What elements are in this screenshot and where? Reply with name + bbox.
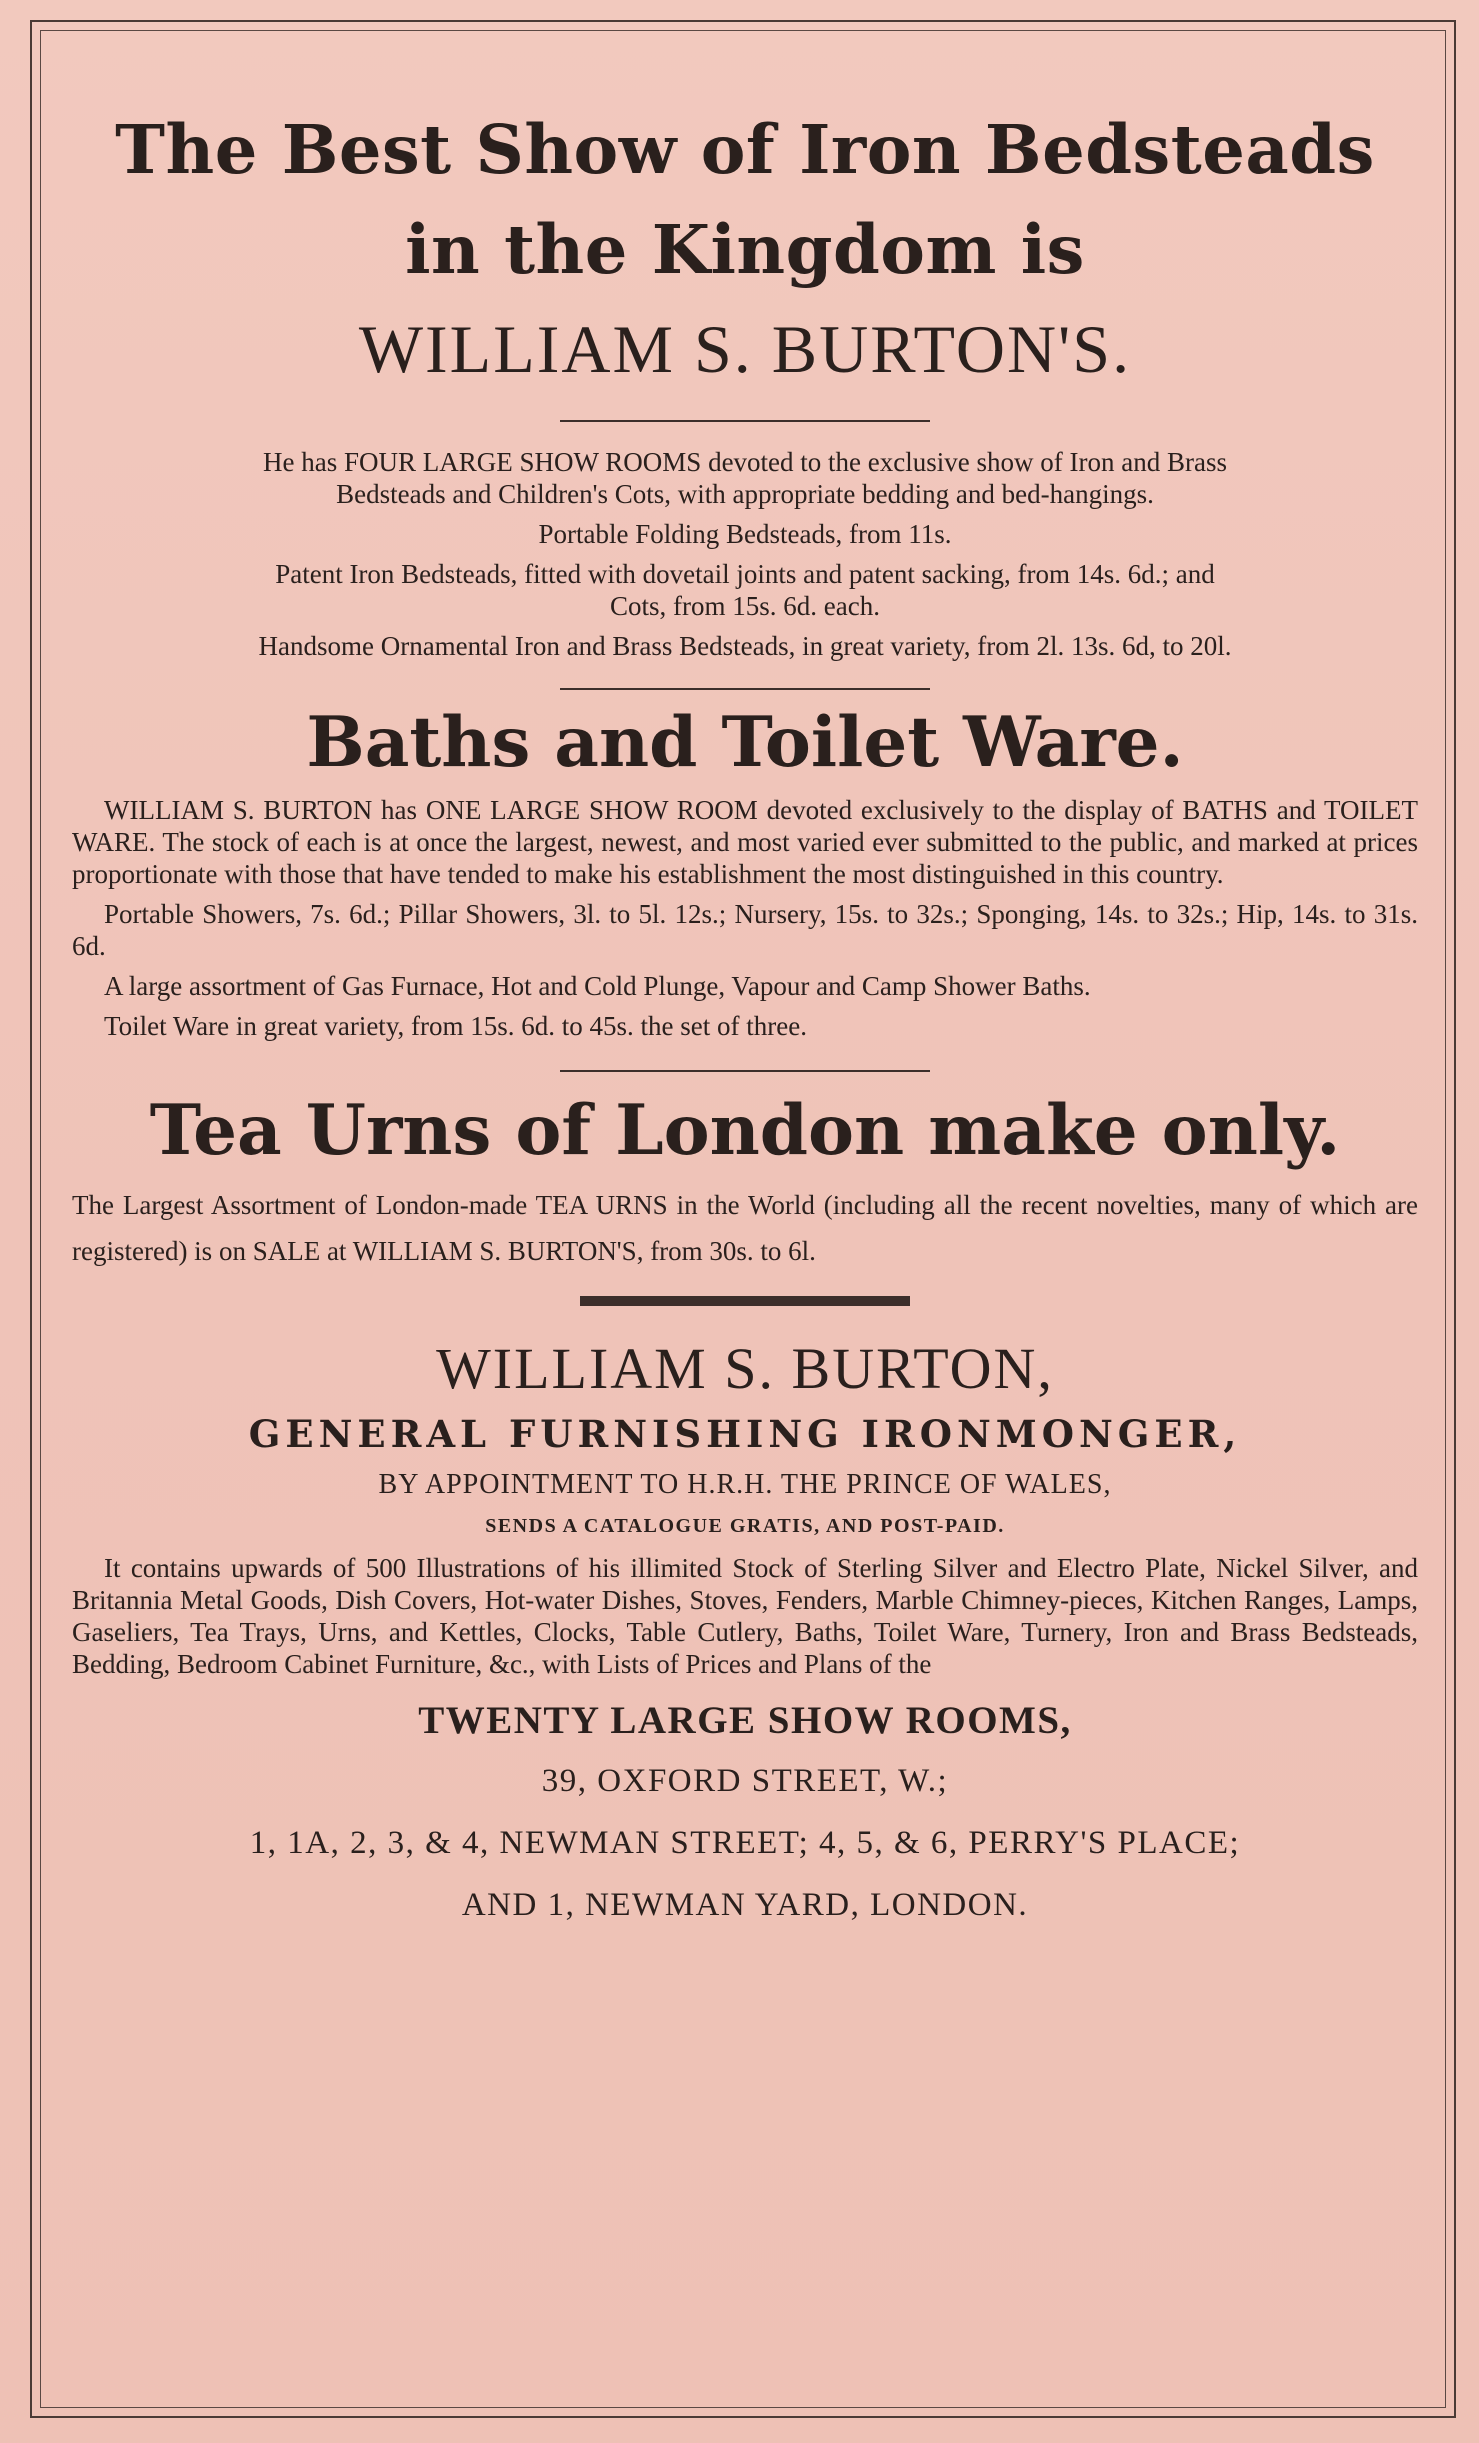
- catalogue-contents-text: It contains upwards of 500 Illustrations of his illimited Stock of Sterling Silver and Electro Plate, Nickel Silver, and Britannia Metal Goods, Dish Covers, Hot-water Dishes, Stoves, Fenders, Marble Chimney-pieces, Kitchen Ranges, Lamps, Gaseliers, Tea Trays, Urns, and Kettles, Clocks, Table Cutlery, Baths, Toilet Ware, Turnery, Iron and Brass Bedsteads, Bedding, Bedroom Cabinet Furniture, &c., with Lists of Prices and Plans of the: [72, 1553, 1418, 1679]
- ornamental-bedsteads-text: Handsome Ornamental Iron and Brass Bedsteads, in great variety, from 2l. 13s. 6d, to 20l.: [258, 631, 1232, 661]
- royal-appointment-text: BY APPOINTMENT TO H.R.H. THE PRINCE OF WALES,: [378, 1469, 1112, 1500]
- baths-heading: Baths and Toilet Ware.: [306, 702, 1184, 783]
- showers-prices-text: Portable Showers, 7s. 6d.; Pillar Showers, 3l. to 5l. 12s.; Nursery, 15s. to 32s.; Sponging, 14s. to 32s.; Hip, 14s. to 31s. 6d.: [72, 899, 1418, 961]
- patent-bedsteads-line2: Cots, from 15s. 6d. each.: [610, 591, 880, 621]
- show-rooms-line1: He has FOUR LARGE SHOW ROOMS devoted to the exclusive show of Iron and Brass: [263, 447, 1227, 477]
- show-rooms-heading: TWENTY LARGE SHOW ROOMS,: [418, 1699, 1072, 1742]
- iron-bedsteads-section: [72, 100, 1418, 690]
- burton-firm-section: [72, 1334, 1418, 1936]
- baths-assortment-text: A large assortment of Gas Furnace, Hot and Cold Plunge, Vapour and Camp Shower Baths.: [104, 971, 1091, 1001]
- trade-heading: GENERAL FURNISHING IRONMONGER,: [248, 1412, 1242, 1456]
- burtons-name-heading: WILLIAM S. BURTON'S.: [358, 311, 1132, 387]
- firm-name-heading: WILLIAM S. BURTON,: [436, 1336, 1054, 1401]
- address-oxford-street: 39, OXFORD STREET, W.;: [541, 1763, 949, 1799]
- catalogue-text: SENDS A CATALOGUE GRATIS, AND POST-PAID.: [485, 1515, 1005, 1537]
- baths-show-room-text: WILLIAM S. BURTON has ONE LARGE SHOW ROOM devoted exclusively to the display of BATHS and TOILET WARE. The stock of each is at once the largest, newest, and most varied ever submitted to the public, and marked at prices proportionate with those that have tended to make his establishment the most distinguished in this country.: [72, 795, 1418, 889]
- double-divider: [580, 1296, 910, 1306]
- advertisement-content: [72, 100, 1418, 1936]
- tea-urns-text: The Largest Assortment of London-made TEA URNS in the World (including all the recent novelties, many of which are registered) is on SALE at WILLIAM S. BURTON'S, from 30s. to 6l.: [72, 1190, 1418, 1266]
- folding-bedsteads-text: Portable Folding Bedsteads, from 11s.: [538, 519, 952, 549]
- show-rooms-line2: Bedsteads and Children's Cots, with appropriate bedding and bed-hangings.: [336, 479, 1154, 509]
- section-divider: [560, 688, 930, 690]
- address-newman-street: 1, 1A, 2, 3, & 4, NEWMAN STREET; 4, 5, & 6, PERRY'S PLACE;: [249, 1825, 1241, 1861]
- tea-urns-heading: Tea Urns of London make only.: [149, 1090, 1341, 1171]
- bedsteads-heading-line1: The Best Show of Iron Bedsteads: [115, 110, 1375, 189]
- section-divider: [560, 1070, 930, 1072]
- address-newman-yard: AND 1, NEWMAN YARD, LONDON.: [461, 1887, 1029, 1923]
- toilet-ware-text: Toilet Ware in great variety, from 15s. 6d. to 45s. the set of three.: [104, 1011, 807, 1041]
- patent-bedsteads-line1: Patent Iron Bedsteads, fitted with dovetail joints and patent sacking, from 14s. 6d.; and: [275, 559, 1215, 589]
- baths-section: [72, 698, 1418, 1072]
- tea-urns-section: [72, 1086, 1418, 1306]
- bedsteads-heading-line2: in the Kingdom is: [405, 210, 1085, 289]
